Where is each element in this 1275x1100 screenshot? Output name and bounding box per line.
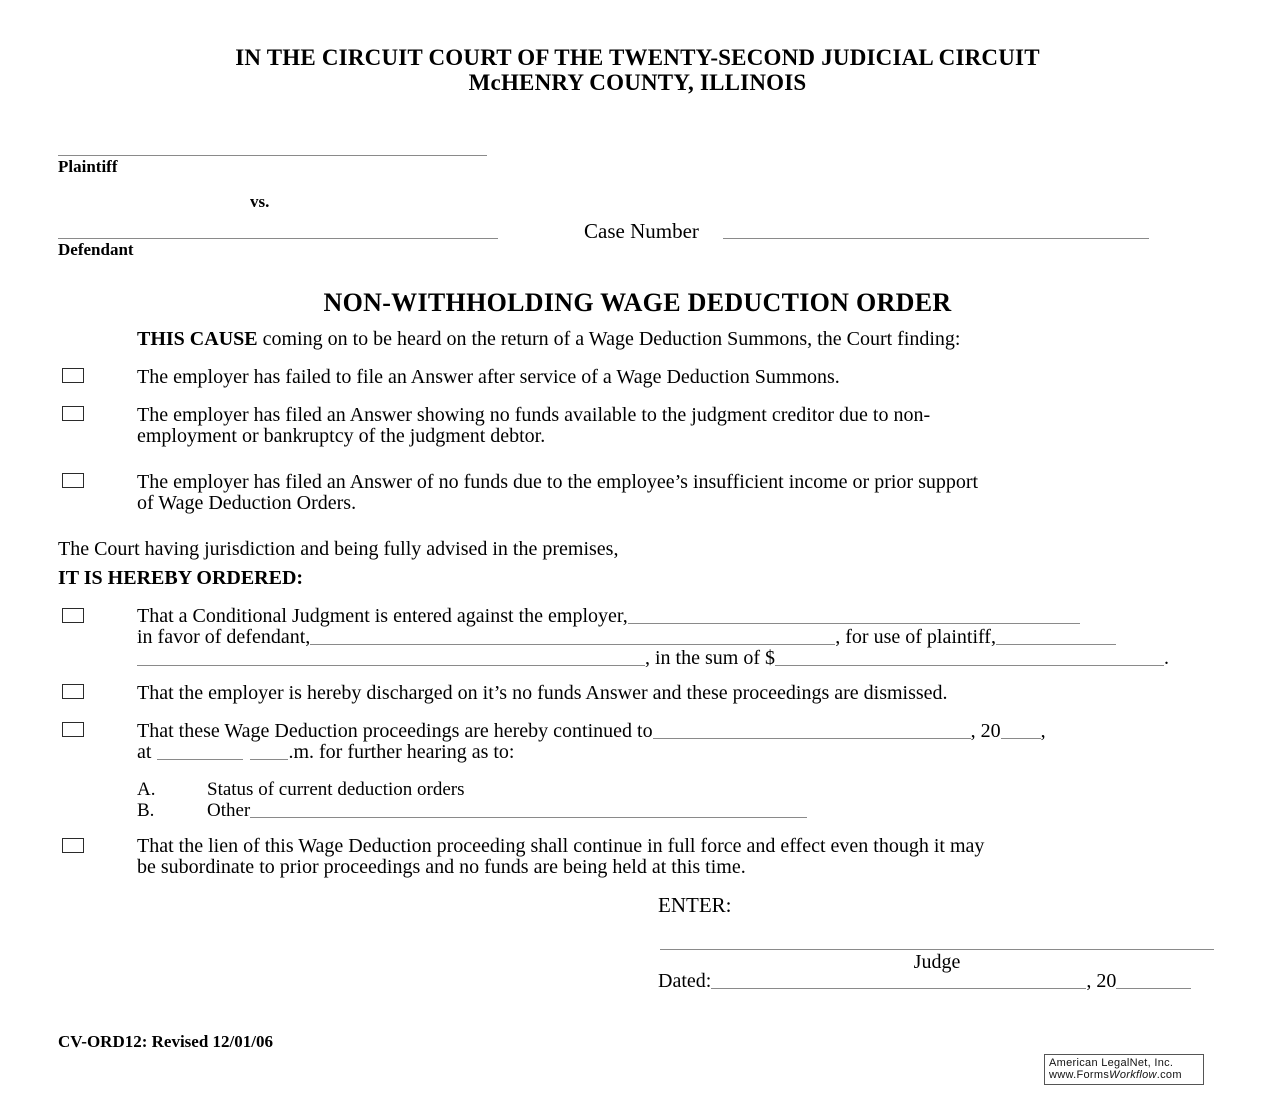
finding-checkbox-1[interactable] xyxy=(62,368,84,383)
continued-seg-2: , 20 xyxy=(970,720,1001,742)
american-legalnet-stamp xyxy=(1044,1054,1204,1085)
plaintiff-label: Plaintiff xyxy=(58,157,118,176)
case-number-label: Case Number xyxy=(584,219,699,243)
continued-ampm-line[interactable] xyxy=(250,744,288,760)
ordered-item-continued xyxy=(137,721,1212,763)
sub-item-a-letter: A. xyxy=(137,779,156,800)
finding-text-3 xyxy=(137,472,1212,514)
finding-checkbox-2[interactable] xyxy=(62,406,84,421)
sub-item-a-label: Status of current deduction orders xyxy=(207,779,465,800)
conditional-judgment-plaintiff-line[interactable] xyxy=(996,629,1116,645)
cause-rest: coming on to be heard on the return of a Wage Deduction Summons, the Court finding: xyxy=(257,328,961,350)
dated-fill-line[interactable] xyxy=(711,973,1086,989)
discharged-text: That the employer is hereby discharged on it’s no funds Answer and these proceedings are dismissed. xyxy=(137,682,948,704)
stamp-website xyxy=(1049,1069,1200,1081)
continued-date-line[interactable] xyxy=(653,723,971,739)
enter-label: ENTER: xyxy=(658,893,732,917)
continued-seg-4: at xyxy=(137,741,152,763)
conditional-judgment-continuation-line[interactable] xyxy=(137,650,645,666)
jurisdiction-paragraph: The Court having jurisdiction and being fully advised in the premises, xyxy=(58,538,619,560)
finding-2-line-2: employment or bankruptcy of the judgment debtor. xyxy=(137,425,546,447)
conditional-judgment-seg-1: That a Conditional Judgment is entered against the employer, xyxy=(137,605,628,627)
cause-paragraph xyxy=(137,327,1207,351)
cause-lead: THIS CAUSE xyxy=(137,328,258,350)
ordered-checkbox-conditional-judgment[interactable] xyxy=(62,608,84,623)
stamp-website-suffix: .com xyxy=(1156,1069,1182,1081)
judge-label: Judge xyxy=(913,951,961,973)
ordered-item-discharged xyxy=(137,683,1209,704)
sub-item-b xyxy=(137,800,807,821)
conditional-judgment-seg-4: , in the sum of $ xyxy=(645,647,775,669)
stamp-website-prefix: www.Forms xyxy=(1049,1069,1110,1081)
finding-2-line-1: The employer has filed an Answer showing no funds available to the judgment creditor due to non- xyxy=(137,404,931,426)
court-title-line2: McHENRY COUNTY, ILLINOIS xyxy=(468,70,807,95)
finding-3-line-2: of Wage Deduction Orders. xyxy=(137,492,357,514)
judge-signature-line[interactable] xyxy=(660,949,1214,950)
lien-line-2: be subordinate to prior proceedings and no funds are being held at this time. xyxy=(137,856,746,878)
continued-seg-5: .m. for further hearing as to: xyxy=(288,741,515,763)
finding-1-line-1: The employer has failed to file an Answer after service of a Wage Deduction Summons. xyxy=(137,366,840,388)
case-number-fill-line[interactable] xyxy=(723,238,1149,239)
conditional-judgment-seg-3: , for use of plaintiff, xyxy=(835,626,996,648)
ordered-checkbox-lien[interactable] xyxy=(62,838,84,853)
court-title xyxy=(0,45,1275,95)
plaintiff-fill-line[interactable] xyxy=(58,155,487,156)
further-hearing-sub-items xyxy=(137,779,807,821)
conditional-judgment-amount-line[interactable] xyxy=(775,650,1164,666)
ordered-heading: IT IS HEREBY ORDERED: xyxy=(58,567,304,589)
conditional-judgment-seg-5: . xyxy=(1164,647,1169,669)
conditional-judgment-employer-line[interactable] xyxy=(628,608,1080,624)
continued-seg-3: , xyxy=(1040,720,1046,742)
form-code: CV-ORD12: Revised 12/01/06 xyxy=(58,1032,273,1051)
conditional-judgment-seg-2: in favor of defendant, xyxy=(137,626,311,648)
finding-checkbox-3[interactable] xyxy=(62,473,84,488)
conditional-judgment-defendant-line[interactable] xyxy=(310,629,835,645)
ordered-item-conditional-judgment xyxy=(137,606,1209,669)
defendant-label: Defendant xyxy=(58,240,134,259)
ordered-item-lien xyxy=(137,836,1212,878)
lien-line-1: That the lien of this Wage Deduction proceeding shall continue in full force and effect even though it may xyxy=(137,835,985,857)
stamp-website-italic: Workflow xyxy=(1109,1069,1157,1081)
continued-year-line[interactable] xyxy=(1001,723,1041,739)
court-title-line1: IN THE CIRCUIT COURT OF THE TWENTY-SECOND JUDICIAL CIRCUIT xyxy=(235,45,1040,70)
sub-item-b-other-line[interactable] xyxy=(250,803,807,818)
stamp-company-name: American LegalNet, Inc. xyxy=(1049,1057,1174,1069)
defendant-fill-line[interactable] xyxy=(58,238,498,239)
finding-text-1 xyxy=(137,367,1212,388)
continued-seg-1: That these Wage Deduction proceedings are hereby continued to xyxy=(137,720,653,742)
ordered-checkbox-continued[interactable] xyxy=(62,722,84,737)
sub-item-a xyxy=(137,779,807,800)
dated-row xyxy=(658,970,1191,993)
sub-item-b-label: Other xyxy=(207,800,251,821)
ordered-checkbox-discharged[interactable] xyxy=(62,684,84,699)
continued-time-line[interactable] xyxy=(157,744,243,760)
versus-label: vs. xyxy=(250,192,270,211)
sub-item-b-letter: B. xyxy=(137,800,155,821)
finding-3-line-1: The employer has filed an Answer of no funds due to the employee’s insufficient income or prior support xyxy=(137,471,979,493)
dated-year-prefix: , 20 xyxy=(1086,970,1117,992)
dated-label: Dated: xyxy=(658,970,712,992)
dated-year-line[interactable] xyxy=(1116,973,1191,989)
page-title: NON-WITHHOLDING WAGE DEDUCTION ORDER xyxy=(323,288,952,317)
finding-text-2 xyxy=(137,405,1212,447)
